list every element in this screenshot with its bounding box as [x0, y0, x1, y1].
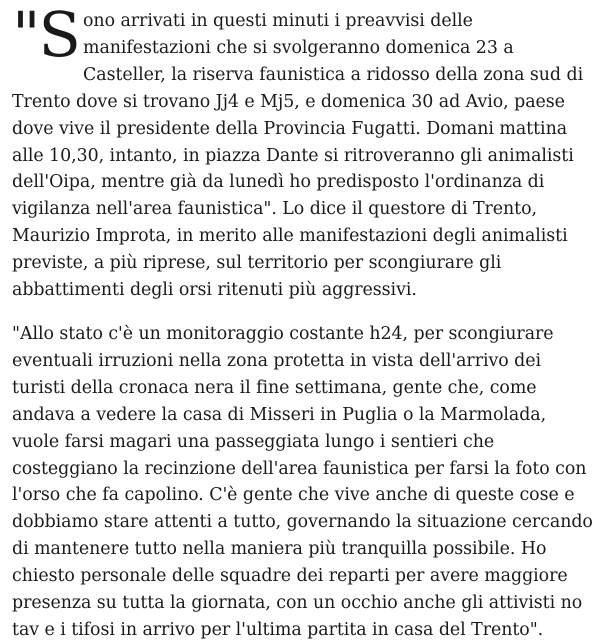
article-body [12, 0, 594, 644]
paragraph-2: "Allo stato c'è un monitoraggio costante h24, per scongiurare eventuali irruzioni nella zona protetta in vista dell'arrivo dei turisti della cronaca nera il fine settimana, gente che, come andava a vedere la casa di Misseri in Puglia o la Marmolada, vuole farsi magari una passeggiata lungo i sentieri che costeggiano la recinzione dell'area faunistica per farsi la foto con l'orso che fa capolino. C'è gente che vive anche di queste cose e dobbiamo stare attenti a tutto, governando la situazione cercando di mantenere tutto nella maniera più tranquilla possibile. Ho chiesto personale delle squadre dei reparti per avere maggiore presenza su tutta la giornata, con un occhio anche gli attivisti no tav e i tifosi in arrivo per l'ultima partita in casa del Trento". [12, 323, 593, 640]
paragraph-1 [12, 0, 594, 304]
drop-cap: "S [12, 0, 79, 71]
paragraph-1-text: ono arrivati in questi minuti i preavvisi delle manifestazioni che si svolgeranno domenica 23 a Casteller, la riserva faunistica a ridosso della zona sud di Trento dove si trovano Jj4 e Mj5, e domenica 30 ad Avio, paese dove vive il presidente della Provincia Fugatti. Domani mattina alle 10,30, intanto, in piazza Dante si ritroveranno gli animalisti dell'Oipa, mentre già da lunedì ho predisposto l'ordinanza di vigilanza nell'area faunistica". Lo dice il questore di Trento, Maurizio Improta, in merito alle manifestazioni degli animalisti previste, a più riprese, sul territorio per scongiurare gli abbattimenti degli orsi ritenuti più aggressivi. [12, 11, 584, 301]
